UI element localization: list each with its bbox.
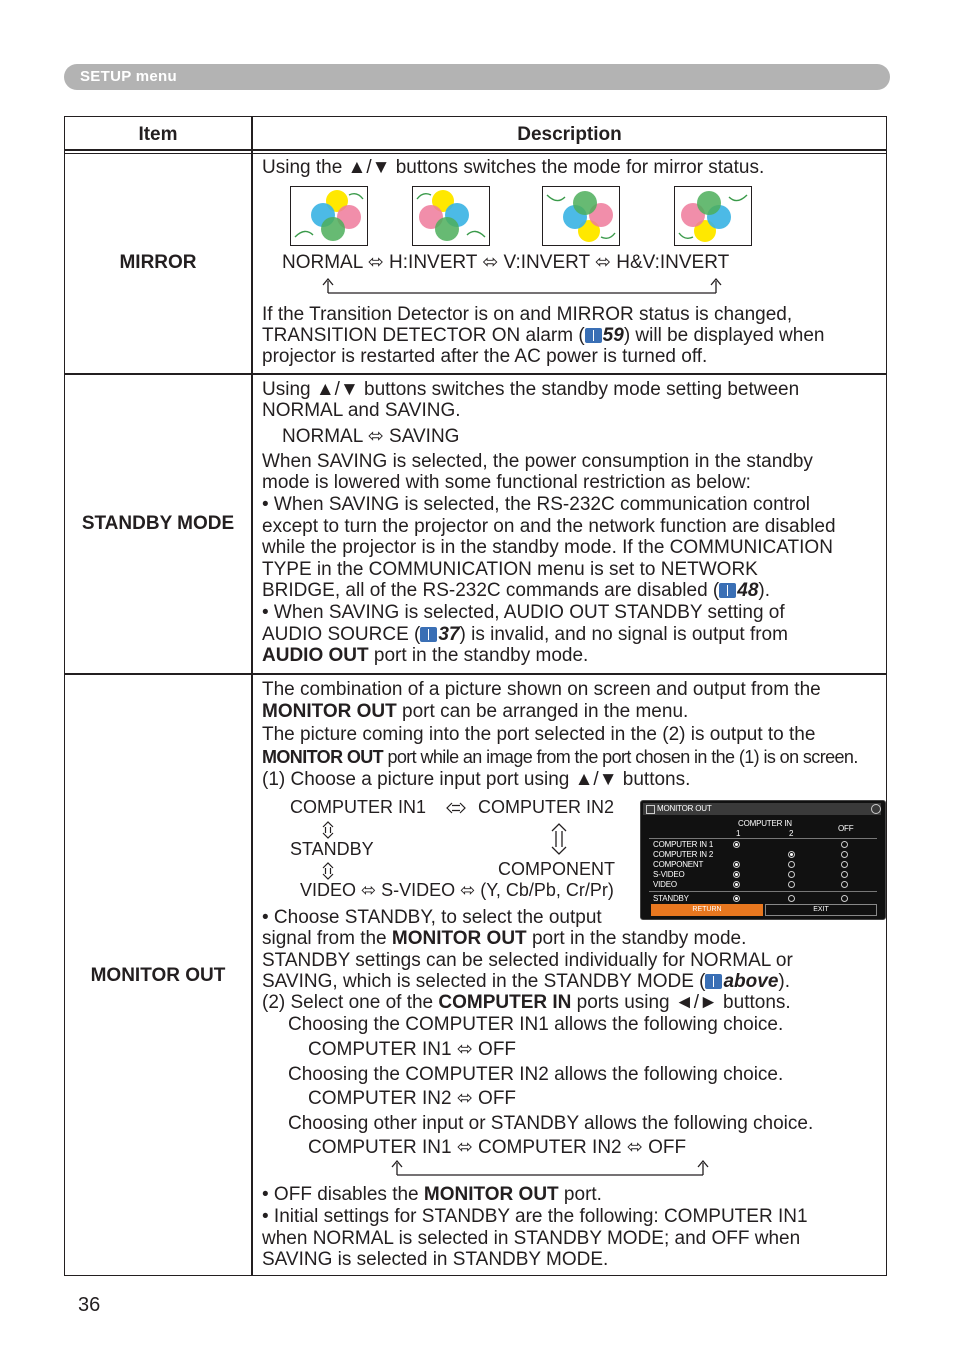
mirror-v-invert-image [542,186,620,246]
monitor-choice: COMPUTER IN2 ⬄ OFF [308,1088,517,1109]
mirror-hv-invert-image [674,186,752,246]
mirror-h-invert-image [412,186,490,246]
mirror-loop-arrow-icon [320,278,724,296]
osd-row: STANDBY [653,894,689,903]
monitor-line: • OFF disables the MONITOR OUT port. [262,1184,602,1205]
osd-col-off: OFF [838,824,854,833]
standby-line: • When SAVING is selected, the RS-232C communication control [262,494,811,515]
monitor-icon [646,805,655,814]
osd-row: VIDEO [653,880,677,889]
standby-line: TYPE in the COMMUNICATION menu is set to NETWORK [262,559,758,580]
diagram-computer-in2: COMPUTER IN2 [478,797,615,817]
monitor-line: SAVING, which is selected in the STANDBY MODE ( above). [262,971,791,992]
close-icon [871,804,881,814]
monitor-line: • Initial settings for STANDBY are the following: COMPUTER IN1 [262,1206,808,1227]
reference-book-icon [420,627,437,642]
standby-line: • When SAVING is selected, AUDIO OUT STANDBY setting of [262,602,785,623]
osd-row: S-VIDEO [653,870,685,879]
item-mirror: MIRROR [119,252,197,273]
diagram-video-row: VIDEO ⬄ S-VIDEO ⬄ (Y, Cb/Pb, Cr/Pr) [300,880,614,900]
row-divider [65,673,886,675]
reference-book-icon [705,974,722,989]
standby-line: When SAVING is selected, the power consumption in the standby [262,451,813,472]
mirror-note-1: If the Transition Detector is on and MIRROR status is changed, [262,304,793,325]
monitor-line: • Choose STANDBY, to select the output [262,907,602,928]
mirror-cycle: NORMAL ⬄ H:INVERT ⬄ V:INVERT ⬄ H&V:INVERT [282,252,730,273]
osd-row: COMPUTER IN 1 [653,840,714,849]
diagram-standby: STANDBY [290,839,374,859]
monitor-line: Choosing other input or STANDBY allows the following choice. [288,1113,814,1134]
vertical-double-arrow-icon [321,821,335,839]
monitor-loop-arrow-icon [389,1160,711,1178]
mirror-normal-image [290,186,368,246]
osd-row: COMPONENT [653,860,704,869]
monitor-line: STANDBY settings can be selected individually for NORMAL or [262,950,793,971]
monitor-line: MONITOR OUT port can be arranged in the menu. [262,701,689,722]
monitor-line: when NORMAL is selected in STANDBY MODE; and OFF when [262,1228,801,1249]
vertical-double-arrow-icon [321,862,335,880]
monitor-line: (1) Choose a picture input port using ▲/▼ buttons. [262,769,691,790]
column-divider [251,117,253,1275]
item-standby-mode: STANDBY MODE [81,513,235,534]
monitor-line: The picture coming into the port selected in the (2) is output to the [262,724,816,745]
vertical-double-arrow-icon [550,823,568,855]
monitor-line: Choosing the COMPUTER IN1 allows the following choice. [288,1014,784,1035]
standby-line: NORMAL and SAVING. [262,400,461,421]
osd-title: MONITOR OUT [657,804,712,813]
section-header-bar [64,64,890,90]
header-divider-double [65,153,886,154]
page-number: 36 [78,1294,101,1316]
monitor-choice: COMPUTER IN1 ⬄ COMPUTER IN2 ⬄ OFF [308,1137,687,1158]
item-monitor-out: MONITOR OUT [90,965,226,986]
monitor-line: Choosing the COMPUTER IN2 allows the following choice. [288,1064,784,1085]
standby-line: BRIDGE, all of the RS-232C commands are disabled ( 48). [262,580,771,601]
osd-col1: 1 [736,829,741,838]
standby-line: Using ▲/▼ buttons switches the standby mode setting between [262,379,800,400]
standby-line: AUDIO OUT port in the standby mode. [262,645,589,666]
osd-col2: 2 [789,829,794,838]
section-title: SETUP menu [80,68,177,85]
double-arrow-icon [446,801,466,815]
osd-return-button[interactable]: RETURN [651,904,763,916]
diagram-computer-in1: COMPUTER IN1 [290,797,427,817]
standby-line: AUDIO SOURCE ( 37) is invalid, and no signal is output from [262,624,788,645]
diagram-component: COMPONENT [498,859,615,879]
monitor-line: The combination of a picture shown on screen and output from the [262,679,821,700]
standby-line: mode is lowered with some functional restriction as below: [262,472,751,493]
header-divider [65,149,886,151]
reference-book-icon [585,328,602,343]
monitor-line: signal from the MONITOR OUT port in the standby mode. [262,928,747,949]
monitor-line: SAVING is selected in STANDBY MODE. [262,1249,609,1270]
monitor-line: (2) Select one of the COMPUTER IN ports using ◄/► buttons. [262,992,791,1013]
reference-book-icon [719,583,736,598]
monitor-out-osd-menu [640,800,886,920]
monitor-line: MONITOR OUT port while an image from the port chosen in the (1) is on screen. [262,747,858,767]
osd-row: COMPUTER IN 2 [653,850,714,859]
osd-col-group: COMPUTER IN [738,819,792,828]
row-divider [65,373,886,375]
osd-exit-button[interactable]: EXIT [765,904,877,916]
column-header-item: Item [138,124,178,145]
mirror-note-3: projector is restarted after the AC power is turned off. [262,346,708,367]
monitor-choice: COMPUTER IN1 ⬄ OFF [308,1039,517,1060]
mirror-note-2: TRANSITION DETECTOR ON alarm ( 59) will be displayed when [262,325,825,346]
mirror-intro: Using the ▲/▼ buttons switches the mode for mirror status. [262,157,765,178]
standby-line: while the projector is in the standby mode. If the COMMUNICATION [262,537,833,558]
standby-cycle: NORMAL ⬄ SAVING [282,426,460,447]
standby-line: except to turn the projector on and the network function are disabled [262,516,836,537]
column-header-description: Description [517,124,622,145]
